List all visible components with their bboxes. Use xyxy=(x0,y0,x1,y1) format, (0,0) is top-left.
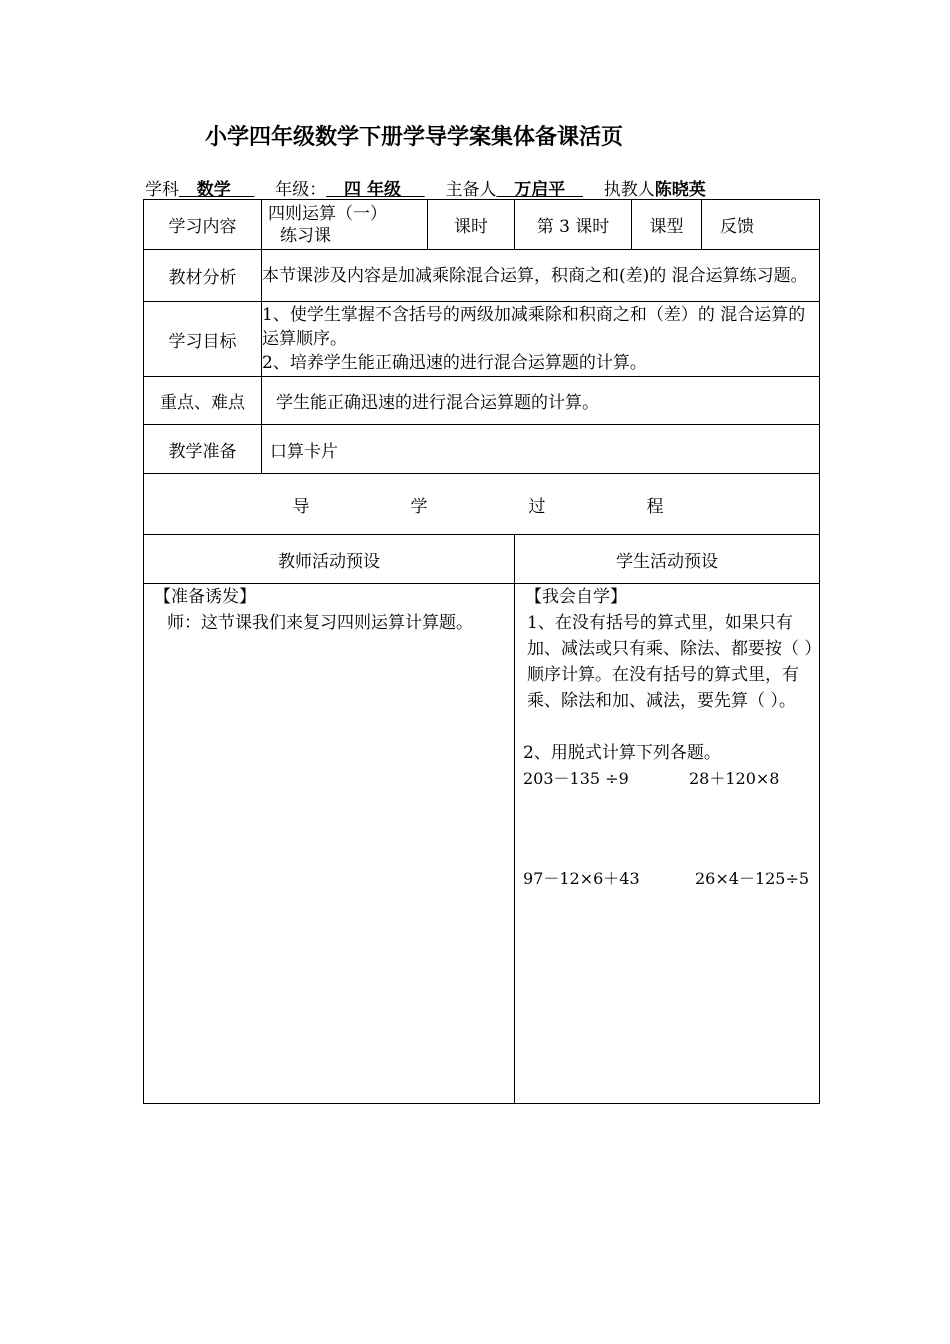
analysis-text: 本节课涉及内容是加减乘除混合运算，积商之和(差)的 混合运算练习题。 xyxy=(262,250,820,302)
row-key xyxy=(144,377,820,425)
student-column-header: 学生活动预设 xyxy=(515,535,820,584)
teacher-column-header: 教师活动预设 xyxy=(144,535,515,584)
preparer-value: 万启平 xyxy=(514,180,566,200)
teacher-value: 陈晓英 xyxy=(654,180,706,200)
student-question-2: 2、用脱式计算下列各题。 xyxy=(523,743,721,763)
row-goals xyxy=(144,302,820,377)
row-prep xyxy=(144,425,820,474)
type-label: 课型 xyxy=(632,200,702,250)
key-text: 学生能正确迅速的进行混合运算题的计算。 xyxy=(262,377,820,425)
calc-row-2 xyxy=(515,866,819,892)
subject-value: 数学 xyxy=(196,180,231,200)
teacher-section-head: 【准备诱发】 xyxy=(154,587,256,607)
teacher-label: 执教人 xyxy=(603,180,655,200)
subject-label: 学科 xyxy=(145,180,179,200)
calc-row-1 xyxy=(515,766,819,792)
prep-text: 口算卡片 xyxy=(262,425,820,474)
lesson-table xyxy=(143,199,820,1104)
student-question-1: 1、在没有括号的算式里，如果只有加、减法或只有乘、除法、都要按（ ）顺序计算。在没有括号的算式里，有乘、除法和加、减法，要先算（ ）。 xyxy=(527,613,813,711)
calc-2: 28＋120×8 xyxy=(689,769,780,788)
type-value: 反馈 xyxy=(702,200,820,250)
row-process xyxy=(144,474,820,535)
row-col-headers xyxy=(144,535,820,584)
period-label: 课时 xyxy=(428,200,515,250)
content-label: 学习内容 xyxy=(144,200,262,250)
key-label: 重点、难点 xyxy=(144,377,262,425)
calc-3: 97－12×6＋43 xyxy=(523,869,640,888)
row-content xyxy=(144,200,820,250)
preparer-label: 主备人 xyxy=(445,180,497,200)
teacher-text: 师：这节课我们来复习四则运算计算题。 xyxy=(167,613,473,633)
grade-label: 年级： xyxy=(275,180,327,200)
content-value: 四则运算（一） 练习课 xyxy=(262,200,428,250)
process-heading: 导 学 过 程 xyxy=(144,474,820,535)
page-title: 小学四年级数学下册学导学案集体备课活页 xyxy=(205,125,624,150)
grade-value: 四 年级 xyxy=(344,180,401,200)
teacher-activities xyxy=(144,584,515,1104)
period-value: 第 3 课时 xyxy=(515,200,632,250)
doc-meta xyxy=(145,175,706,200)
goals-text: 1、使学生掌握不含括号的两级加减乘除和积商之和（差）的 混合运算的运算顺序。 2、培养学生能正确迅速的进行混合运算题的计算。 xyxy=(262,302,820,377)
calc-1: 203－135 ÷9 xyxy=(523,769,629,788)
calc-4: 26×4－125÷5 xyxy=(695,869,810,888)
goals-label: 学习目标 xyxy=(144,302,262,377)
student-section-head: 【我会自学】 xyxy=(525,587,627,607)
analysis-label: 教材分析 xyxy=(144,250,262,302)
row-activities xyxy=(144,584,820,1104)
prep-label: 教学准备 xyxy=(144,425,262,474)
row-analysis xyxy=(144,250,820,302)
student-activities xyxy=(515,584,820,1104)
